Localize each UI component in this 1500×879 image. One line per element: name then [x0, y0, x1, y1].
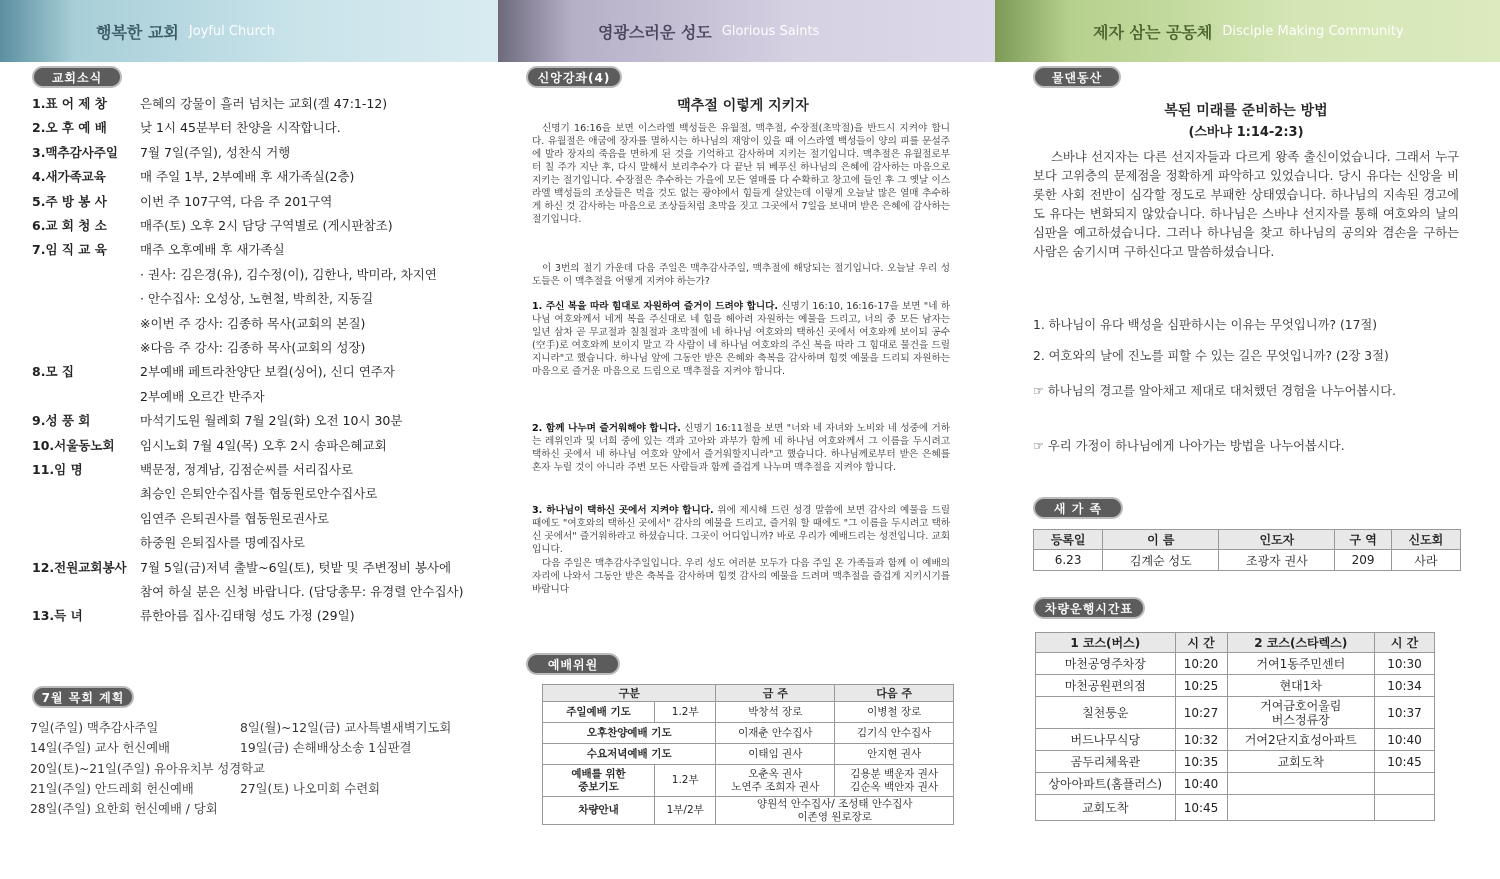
notice-text: 낮 1시 45분부터 찬양을 시작합니다. — [140, 120, 341, 136]
notice-row — [32, 484, 377, 502]
bus-row — [1036, 675, 1435, 697]
bus-header-cell: 1 코스(버스) — [1036, 633, 1176, 653]
notice-label: 12.전원교회봉사 — [32, 559, 127, 575]
notice-row — [32, 582, 463, 600]
notice-text: 마석기도원 월례회 7월 2일(화) 오전 10시 30분 — [140, 413, 403, 429]
notice-label: 13.득 녀 — [32, 608, 83, 624]
notice-label: 8.모 집 — [32, 364, 74, 380]
notice-text: 2부예배 페트라찬양단 보컬(싱어), 신디 연주자 — [140, 364, 395, 380]
worship-header-row — [543, 685, 954, 702]
header-joyful-church — [0, 0, 498, 62]
bus-cell — [1375, 773, 1435, 795]
notice-label — [32, 484, 140, 502]
column-discipleship — [995, 0, 1500, 879]
bus-cell: 거여1동주민센터 — [1227, 653, 1375, 675]
bus-cell — [1227, 773, 1375, 795]
new-family-cell: 사라 — [1391, 550, 1460, 571]
bus-header-cell: 시 간 — [1375, 633, 1435, 653]
worship-row — [543, 797, 954, 825]
worship-this-week: 이재춘 안수집사 — [716, 723, 835, 744]
notice-label — [32, 533, 140, 551]
bus-cell: 교회도착 — [1227, 751, 1375, 773]
notice-row — [32, 192, 332, 210]
bus-cell: 10:45 — [1375, 751, 1435, 773]
section-pill-worship: 예배위원 — [526, 653, 620, 675]
header-title-ko: 행복한 교회 — [96, 22, 179, 42]
worship-row — [543, 723, 954, 744]
new-family-header-row — [1034, 530, 1461, 550]
worship-role: 주일예배 기도 — [543, 702, 655, 723]
bus-cell: 10:35 — [1175, 751, 1227, 773]
bus-cell: 교회도착 — [1036, 795, 1176, 821]
worship-next-week: 이병철 장로 — [835, 702, 954, 723]
notice-row — [32, 143, 290, 161]
header-title-ko: 제자 삼는 공동체 — [1093, 22, 1213, 42]
header-disciple-community — [995, 0, 1500, 62]
bus-row — [1036, 697, 1435, 729]
notice-label — [32, 387, 140, 405]
bus-cell — [1375, 795, 1435, 821]
notice-row — [32, 509, 329, 527]
notice-row — [32, 314, 365, 332]
worship-role: 예배를 위한 중보기도 — [543, 765, 655, 797]
notice-label: 6.교 회 청 소 — [32, 218, 107, 233]
notice-row — [32, 118, 341, 136]
section-pill-pastoral-plan: 7월 목회 계획 — [32, 686, 134, 708]
notice-row — [32, 289, 373, 307]
notice-label — [32, 265, 140, 283]
bus-cell: 칠천퉁운 — [1036, 697, 1176, 729]
notice-text: 7월 5일(금)저녁 출발~6일(토), 텃밭 및 주변정비 봉사에 — [140, 559, 452, 575]
bus-cell: 10:45 — [1175, 795, 1227, 821]
notice-text: 2부예배 오르간 반주자 — [140, 388, 265, 404]
notice-row — [32, 240, 285, 258]
header-title-en: Glorious Saints — [721, 23, 820, 39]
notice-row — [32, 606, 355, 624]
bus-cell: 마천공원편의점 — [1036, 675, 1176, 697]
notice-text: 참여 하실 분은 신청 바랍니다. (담당총무: 유경렬 안수집사) — [140, 584, 464, 599]
notice-label: 4.새가족교육 — [32, 169, 106, 185]
notice-text: 이번 주 107구역, 다음 주 201구역 — [140, 193, 333, 209]
notice-row — [32, 558, 451, 576]
notice-text: 류한아름 집사·김태형 성도 가정 (29일) — [140, 608, 355, 624]
notice-label: 7.임 직 교 육 — [32, 242, 107, 258]
new-family-row — [1034, 550, 1461, 571]
worship-this-week: 양원석 안수집사/ 조성태 안수집사 이존영 원로장로 — [716, 797, 954, 825]
new-family-header-cell: 인도자 — [1219, 530, 1335, 550]
share-subheading: (스바냐 1:14-2:3) — [1188, 125, 1304, 140]
notice-text: 매 주일 1부, 2부예배 후 새가족실(2층) — [140, 169, 355, 185]
worship-next-week: 김용분 백운자 권사 김순옥 백안자 권사 — [835, 765, 954, 797]
bus-cell: 10:27 — [1175, 697, 1227, 729]
notice-label — [32, 338, 140, 356]
share-discussion-1: ☞ 하나님의 경고를 알아채고 제대로 대처했던 경험을 나누어봅시다. — [1033, 384, 1397, 398]
notice-row — [32, 436, 387, 454]
header-title-en: Joyful Church — [188, 23, 275, 39]
worship-row — [543, 702, 954, 723]
share-body: 스바냐 선지자는 다른 선지자들과 다르게 왕족 출신이었습니다. 그래서 누구보다 고위층의 문제점을 정확하게 파악하고 있었습니다. 당시 유다는 신앙을 비롯한 사회 전반이 심각할 정도로 부패한 상태였습니다. 하나님의 지속된 경고에도 유다는 변화되지 않았습니다. 하나님은 스바냐 선지자를 통해 여호와의 날의 심판을 예고하셨습니다. 그러나 하나님을 찾고 하나님의 공의와 겸손을 구하는 사람은 숨기시며 구하신다고 말씀하셨습니다. — [1033, 150, 1459, 259]
worship-next-week: 김기식 안수집사 — [835, 723, 954, 744]
new-family-table — [1033, 529, 1461, 571]
section-pill-church-news: 교회소식 — [32, 66, 122, 88]
bus-cell: 10:40 — [1175, 773, 1227, 795]
section-pill-bus-schedule: 차량운행시간표 — [1033, 597, 1145, 619]
header-glorious-saints — [498, 0, 995, 62]
bus-row — [1036, 751, 1435, 773]
lecture-point-1-title: 1. 주신 복을 따라 힘대로 자원하여 즐거이 드려야 합니다. — [532, 301, 779, 312]
new-family-cell: 209 — [1335, 550, 1391, 571]
notice-row — [32, 411, 402, 429]
notice-text: 임연주 은퇴권사를 협동원로권사로 — [140, 510, 330, 526]
header-title-ko: 영광스러운 성도 — [598, 22, 712, 42]
notice-label: 2.오 후 예 배 — [32, 120, 107, 136]
section-pill-lecture: 신앙강좌(4) — [526, 66, 622, 88]
worship-this-week: 오춘옥 권사 노연주 조희자 권사 — [716, 765, 835, 797]
notice-row — [32, 167, 354, 185]
notice-label — [32, 289, 140, 307]
share-heading: 복된 미래를 준비하는 방법 — [1164, 103, 1328, 119]
plan-item: 20일(토)~21일(주일) 유아유치부 성경학교 — [30, 761, 265, 776]
notice-row — [32, 460, 353, 478]
worship-service: 1.2부 — [655, 765, 716, 797]
lecture-point-3-title: 3. 하나님이 택하신 곳에서 지켜야 합니다. — [532, 505, 714, 516]
notice-text: 7월 7일(주일), 성찬식 거행 — [140, 144, 291, 160]
bus-row — [1036, 795, 1435, 821]
notice-text: 매주(토) 오후 2시 담당 구역별로 (게시판참조) — [140, 218, 393, 233]
bus-cell — [1227, 795, 1375, 821]
worship-role: 수요저녁예배 기도 — [543, 744, 716, 765]
plan-item: 28일(주일) 요한회 헌신예배 / 당회 — [30, 802, 218, 817]
worship-committee-table — [542, 684, 954, 825]
lecture-intro2: 이 3번의 절기 가운데 다음 주일은 맥추감사주일, 맥추절에 해당되는 절기입니다. 오늘날 우리 성도들은 이 맥추절을 어떻게 지켜야 하는가? — [532, 263, 950, 287]
notice-label — [32, 582, 140, 600]
bus-row — [1036, 653, 1435, 675]
bus-cell: 마천공영주차장 — [1036, 653, 1176, 675]
new-family-header-cell: 등록일 — [1034, 530, 1103, 550]
worship-role: 오후찬양예배 기도 — [543, 723, 716, 744]
lecture-point-3 — [532, 504, 950, 556]
bus-cell: 10:32 — [1175, 729, 1227, 751]
bus-cell: 버드나무식당 — [1036, 729, 1176, 751]
bus-cell: 10:37 — [1375, 697, 1435, 729]
share-question-1: 1. 하나님이 유다 백성을 심판하시는 이유는 무엇입니까? (17절) — [1033, 318, 1378, 332]
lecture-heading: 맥추절 이렇게 지키자 — [677, 98, 809, 114]
notice-label: 3.맥추감사주일 — [32, 144, 118, 160]
bus-schedule-table — [1035, 632, 1435, 821]
plan-item: 27일(토) 나오미회 수련회 — [240, 781, 380, 796]
worship-this-week: 이태임 권사 — [716, 744, 835, 765]
header-title-en: Disciple Making Community — [1222, 23, 1404, 39]
notice-label: 10.서울동노회 — [32, 437, 115, 453]
bus-cell: 10:20 — [1175, 653, 1227, 675]
notice-row — [32, 362, 395, 380]
lecture-point-2 — [532, 422, 950, 474]
notice-text: 최승인 은퇴안수집사를 협동원로안수집사로 — [140, 486, 378, 502]
notice-label: 5.주 방 봉 사 — [32, 193, 107, 209]
worship-next-week: 안지현 권사 — [835, 744, 954, 765]
worship-this-week: 박창석 장로 — [716, 702, 835, 723]
bus-cell: 곰두리체육관 — [1036, 751, 1176, 773]
bus-header-cell: 2 코스(스타렉스) — [1227, 633, 1375, 653]
lecture-point-2-body: 신명기 16:11절을 보면 "너와 네 자녀와 노비와 네 성중에 거하는 레위인과 및 너희 중에 있는 객과 고아와 과부가 함께 네 하나님 여호와께서 그 이름을 두시려고 택하신 곳에서 네 하나님 여호와 앞에서 즐거워할지니라"고 했습니다. 하나님께로부터 받은 은혜를 혼자 누릴 것이 아니라 주변 모든 사람들과 함께 즐겁게 나누며 맥추절을 지켜야 합니다. — [532, 423, 950, 473]
notice-row — [32, 94, 387, 112]
share-discussion-2: ☞ 우리 가정이 하나님에게 나아가는 방법을 나누어봅시다. — [1033, 439, 1345, 453]
notice-text: 하중원 은퇴집사를 명예집사로 — [140, 535, 305, 551]
notice-text: · 권사: 김은경(유), 김수정(이), 김한나, 박미라, 차지연 — [140, 266, 437, 282]
lecture-point-2-title: 2. 함께 나누며 즐거워해야 합니다. — [532, 423, 681, 434]
worship-row — [543, 744, 954, 765]
lecture-point-1-body: 신명기 16:10, 16:16-17을 보면 "네 하나님 여호와께서 네게 복을 주신대로 네 힘을 헤아려 자원하는 예물을 드리고, 너의 중 모든 남자는 일년 삼차 곧 무교절과 칠칠절과 초막절에 네 하나님 여호와의 택하신 곳에서 여호와께 보이되 공수(空手)로 여호와께 보이지 말고 각 사람이 네 하나님 여호와의 주신 복을 따라 그 힘대로 물건을 드릴지니라"고 했습니다. 하나님 앞에 그동안 받은 은혜와 축복을 감사하며 힘껏 예물을 드리되 자원하는 마음으로 즐거운 마음으로 드림으로 맥추절을 지켜야 합니다. — [532, 301, 950, 377]
new-family-cell: 6.23 — [1034, 550, 1103, 571]
notice-row — [32, 216, 393, 234]
bus-cell: 10:34 — [1375, 675, 1435, 697]
notice-text: 임시노회 7월 4일(목) 오후 2시 송파은혜교회 — [140, 437, 387, 453]
plan-item: 21일(주일) 안드레회 헌신예배 — [30, 781, 194, 796]
new-family-header-cell: 이 름 — [1103, 530, 1219, 550]
notice-text: 매주 오후예배 후 새가족실 — [140, 242, 285, 258]
lecture-point-3-body: 위에 제시해 드린 성경 말씀에 보면 감사의 예물을 드릴 때에도 "여호와의 택하신 곳에서" 감사의 예물을 드리고, 즐거워 할 때에도 "그 이름을 두시려고 택하신 곳에서" 즐거워하라고 하셨습니다. 그곳이 어디입니까? 바로 우리가 예배드리는 성전입니다. 교회입니다. — [532, 505, 950, 555]
bus-cell: 10:25 — [1175, 675, 1227, 697]
lecture-point-1 — [532, 300, 950, 378]
worship-row — [543, 765, 954, 797]
section-pill-share: 물댄동산 — [1033, 66, 1121, 88]
notice-label: 1.표 어 제 창 — [32, 96, 107, 111]
notice-label: 11.임 명 — [32, 462, 83, 477]
plan-item: 19일(금) 손해배상소송 1심판결 — [240, 741, 412, 756]
bus-row — [1036, 729, 1435, 751]
lecture-intro: 신명기 16:16을 보면 이스라엘 백성들은 유월절, 맥추절, 수장절(초막절)을 반드시 지켜야 합니다. 유월절은 애굽에 장자를 멸하시는 하나님의 재앙이 있을 때 이스라엘 백성들이 양의 피를 문설주에 발라 장자의 죽음을 면하게 된 것을 기억하고 감사하며 지키는 절기입니다. 맥추절은 유월절로부터 칠 주가 지난 후, 다시 말해서 보리추수가 다 끝난 뒤 베푸신 하나님의 은혜에 감사하는 마음으로 지키는 절기입니다. 수장절은 추수하는 가을에 모든 열매를 다 수확하고 창고에 들인 후 그 옛날 이스라엘 백성들의 조상들은 먹을 것도 없는 광야에서 힘들게 살았는데 이렇게 오늘날 많은 열매 추수하게 하신 것 감사하는 마음으로 조상들처럼 초막을 짓고 그곳에서 7일을 보내며 받은 은혜에 감사하는 절기입니다. — [532, 123, 950, 225]
bus-cell: 10:30 — [1375, 653, 1435, 675]
worship-header-cell: 다음 주 — [835, 685, 954, 702]
new-family-header-cell: 구 역 — [1335, 530, 1391, 550]
worship-header-cell: 구분 — [543, 685, 716, 702]
worship-header-cell: 금 주 — [716, 685, 835, 702]
notice-text: 백문정, 정계남, 김점순씨를 서리집사로 — [140, 462, 354, 477]
notice-text: ※이번 주 강사: 김종하 목사(교회의 본질) — [140, 315, 366, 331]
notice-row — [32, 265, 437, 283]
section-pill-new-family: 새 가 족 — [1033, 497, 1123, 519]
bus-cell: 10:40 — [1375, 729, 1435, 751]
notice-text: 은혜의 강물이 흘러 넘치는 교회(겔 47:1-12) — [140, 96, 388, 111]
worship-role: 차량안내 — [543, 797, 655, 825]
new-family-cell: 김계순 성도 — [1103, 550, 1219, 571]
bus-header-cell: 시 간 — [1175, 633, 1227, 653]
share-question-2: 2. 여호와의 날에 진노를 피할 수 있는 길은 무엇입니까? (2장 3절) — [1033, 349, 1389, 363]
notice-text: ※다음 주 강사: 김종하 목사(교회의 성장) — [140, 340, 366, 355]
new-family-cell: 조광자 권사 — [1219, 550, 1335, 571]
bus-header-row — [1036, 633, 1435, 653]
notice-row — [32, 338, 365, 356]
plan-item: 14일(주일) 교사 헌신예배 — [30, 741, 170, 756]
bus-row — [1036, 773, 1435, 795]
bus-cell: 거여금호어울림 버스정류장 — [1227, 697, 1375, 729]
column-church-news — [0, 0, 498, 879]
bus-cell: 현대1차 — [1227, 675, 1375, 697]
column-glorious-saints — [498, 0, 995, 879]
worship-service: 1.2부 — [655, 702, 716, 723]
bus-cell: 거여2단지효성아파트 — [1227, 729, 1375, 751]
bus-cell: 상아아파트(홈플러스) — [1036, 773, 1176, 795]
notice-row — [32, 533, 305, 551]
lecture-closing: 다음 주일은 맥추감사주일입니다. 우리 성도 여러분 모두가 다음 주일 온 가족들과 함께 이 예배의 자리에 나와서 그동안 받은 축복을 감사하며 힘껏 감사의 예물을 드려며 맥추절을 즐겁게 지키시기를 바랍니다 — [532, 558, 950, 595]
plan-item: 8일(월)~12일(금) 교사특별새벽기도회 — [240, 721, 452, 735]
notice-label: 9.성 풍 회 — [32, 413, 91, 429]
new-family-header-cell: 신도회 — [1391, 530, 1460, 550]
notice-label — [32, 509, 140, 527]
notice-label — [32, 314, 140, 332]
notice-row — [32, 387, 265, 405]
notice-text: · 안수집사: 오성상, 노현철, 박희찬, 지동길 — [140, 291, 374, 307]
plan-item: 7일(주일) 맥추감사주일 — [30, 721, 159, 735]
worship-service: 1부/2부 — [655, 797, 716, 825]
